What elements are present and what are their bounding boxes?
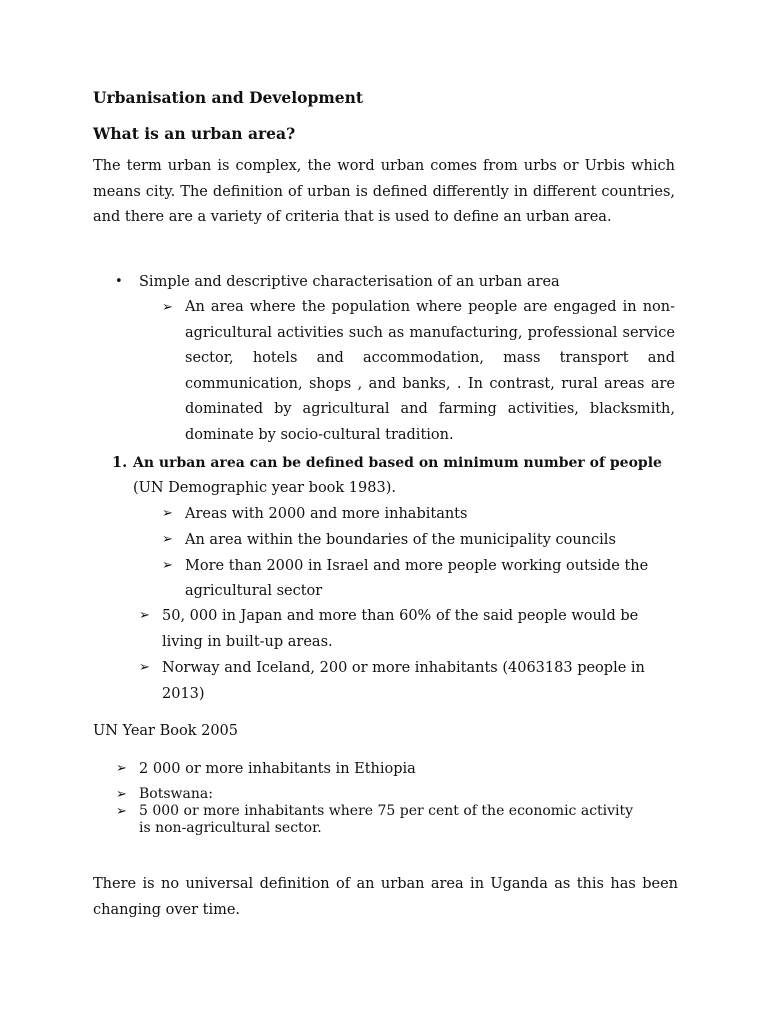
list-item: More than 2000 in Israel and more people working outside the [185, 558, 649, 574]
bullet-text: Simple and descriptive characterisation of an urban area [139, 274, 560, 290]
list-item: 5 000 or more inhabitants where 75 per cent of the economic activity [139, 803, 634, 819]
arrow-bullet-icon: ➢ [162, 300, 173, 315]
bullet-icon: • [115, 274, 123, 289]
yearbook-title: UN Year Book 2005 [93, 723, 239, 739]
arrow-bullet-icon: ➢ [139, 608, 150, 623]
list-item-continuation: is non-agricultural sector. [139, 820, 322, 836]
list-item: Norway and Iceland, 200 or more inhabitants (4063183 people in [162, 660, 645, 676]
section-heading: What is an urban area? [93, 124, 296, 143]
list-item: An area within the boundaries of the municipality councils [185, 532, 616, 548]
numbered-heading: An urban area can be defined based on minimum number of people [133, 455, 662, 471]
arrow-bullet-icon: ➢ [116, 804, 127, 819]
list-item-continuation: agricultural sector [185, 583, 323, 599]
list-number: 1. [112, 454, 128, 471]
arrow-bullet-icon: ➢ [162, 532, 173, 547]
intro-paragraph: The term urban is complex, the word urban comes from urbs or Urbis which means city. The definition of urban is defined differently in different countries, and there are a variety of criteria that is used to define an urban area. [93, 158, 675, 225]
page-title: Urbanisation and Development [93, 88, 364, 107]
arrow-bullet-icon: ➢ [162, 558, 173, 573]
list-item: Areas with 2000 and more inhabitants [185, 506, 468, 522]
sub-bullet-paragraph: An area where the population where people are engaged in non-agricultural activities such as manufacturing, professional service sector, hotels and accommodation, mass transport and communication, shops , and banks, . In contrast, rural areas are dominated by agricultural and farming activities, blacksmith, dominate by socio-cultural tradition. [185, 299, 675, 443]
list-item: 2 000 or more inhabitants in Ethiopia [139, 761, 416, 777]
conclusion-paragraph: There is no universal definition of an urban area in Uganda as this has been changing over time. [93, 876, 678, 918]
arrow-bullet-icon: ➢ [116, 787, 127, 802]
arrow-bullet-icon: ➢ [116, 761, 127, 776]
numbered-source: (UN Demographic year book 1983). [133, 480, 396, 496]
arrow-bullet-icon: ➢ [139, 660, 150, 675]
list-item: 50, 000 in Japan and more than 60% of the said people would be [162, 608, 639, 624]
list-item-continuation: living in built-up areas. [162, 634, 333, 650]
list-item: Botswana: [139, 786, 213, 802]
list-item-continuation: 2013) [162, 686, 205, 702]
arrow-bullet-icon: ➢ [162, 506, 173, 521]
